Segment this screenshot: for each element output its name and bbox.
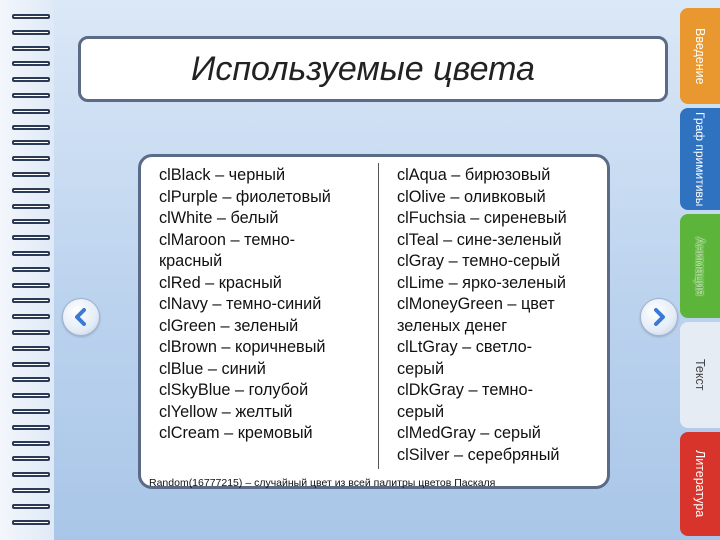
binding-ring	[12, 235, 50, 240]
list-item: clBrown – коричневый	[159, 338, 326, 356]
binding-ring	[12, 219, 50, 224]
binding-ring	[12, 298, 50, 303]
next-slide-button[interactable]	[640, 298, 678, 336]
list-item: clLime – ярко-зеленый	[397, 273, 566, 292]
list-item: clDkGray – темно-	[397, 381, 534, 399]
list-item: clAqua – бирюзовый	[397, 166, 551, 184]
tab-graph-primitives[interactable]	[680, 108, 720, 210]
binding-ring	[12, 330, 50, 335]
list-item: clTeal – сине-зеленый	[397, 230, 562, 249]
binding-ring	[12, 172, 50, 177]
binding-ring	[12, 425, 50, 430]
binding-ring	[12, 93, 50, 98]
binding-ring	[12, 283, 50, 288]
tab-label: Граф примитивы	[693, 111, 707, 207]
binding-ring	[12, 377, 50, 382]
list-item: clBlack – черный	[159, 166, 286, 184]
list-item: clNavy – темно-синий	[159, 295, 322, 313]
binding-ring	[12, 441, 50, 446]
binding-ring	[12, 30, 50, 35]
list-item: clPurple – фиолетовый	[159, 187, 331, 206]
list-item: clMaroon – темно-	[159, 230, 296, 249]
binding-ring	[12, 314, 50, 319]
binding-ring	[12, 204, 50, 209]
list-item: clFuchsia – сиреневый	[397, 209, 567, 227]
list-item: clBlue – синий	[159, 359, 266, 378]
binding-ring	[12, 61, 50, 66]
binding-ring	[12, 109, 50, 114]
binding-ring	[12, 140, 50, 145]
tab-intro[interactable]	[680, 8, 720, 104]
list-item: зеленых денег	[397, 316, 508, 335]
list-item: clGray – темно-серый	[397, 252, 561, 270]
list-item: clSilver – серебряный	[397, 445, 560, 464]
list-item: clSkyBlue – голубой	[159, 381, 309, 399]
binding-ring	[12, 77, 50, 82]
colors-list-right	[397, 165, 567, 466]
binding-ring	[12, 520, 50, 525]
tab-label: Введение	[693, 27, 707, 85]
binding-ring	[12, 456, 50, 461]
binding-ring	[12, 125, 50, 130]
colors-list-left	[159, 165, 331, 445]
tab-literature[interactable]	[680, 432, 720, 536]
column-divider	[378, 163, 379, 469]
binding-ring	[12, 488, 50, 493]
list-item: clRed – красный	[159, 273, 282, 292]
content-box	[138, 154, 610, 489]
list-item: серый	[397, 402, 445, 421]
tab-label: Текст	[693, 359, 707, 391]
binding-ring	[12, 472, 50, 477]
binding-ring	[12, 188, 50, 193]
prev-slide-button[interactable]	[62, 298, 100, 336]
binding-ring	[12, 14, 50, 19]
list-item: серый	[397, 359, 445, 378]
list-item: clCream – кремовый	[159, 424, 313, 442]
binding-ring	[12, 504, 50, 509]
list-item: clMoneyGreen – цвет	[397, 295, 555, 313]
list-item: clGreen – зеленый	[159, 316, 299, 335]
chevron-left-icon	[71, 307, 91, 327]
list-item: красный	[159, 252, 223, 270]
tab-label: Литература	[693, 450, 707, 518]
list-item: clOlive – оливковый	[397, 187, 546, 206]
binding-ring	[12, 267, 50, 272]
list-item: clMedGray – серый	[397, 424, 541, 442]
binding-ring	[12, 156, 50, 161]
title-box	[78, 36, 668, 102]
binding-ring	[12, 409, 50, 414]
tab-animation[interactable]	[680, 214, 720, 318]
slide-title: Используемые цвета	[191, 49, 535, 88]
binding-ring	[12, 346, 50, 351]
tab-text[interactable]	[680, 322, 720, 428]
binding-ring	[12, 251, 50, 256]
notebook-binding	[0, 0, 54, 540]
tab-label: Анимация	[693, 236, 707, 296]
list-item: clWhite – белый	[159, 209, 279, 227]
binding-ring	[12, 362, 50, 367]
binding-ring	[12, 393, 50, 398]
list-item: clYellow – желтый	[159, 402, 293, 421]
binding-ring	[12, 46, 50, 51]
list-item: clLtGray – светло-	[397, 338, 533, 356]
footnote: Random(16777215) – случайный цвет из всей палитры цветов Паскаля	[149, 477, 496, 489]
chevron-right-icon	[649, 307, 669, 327]
